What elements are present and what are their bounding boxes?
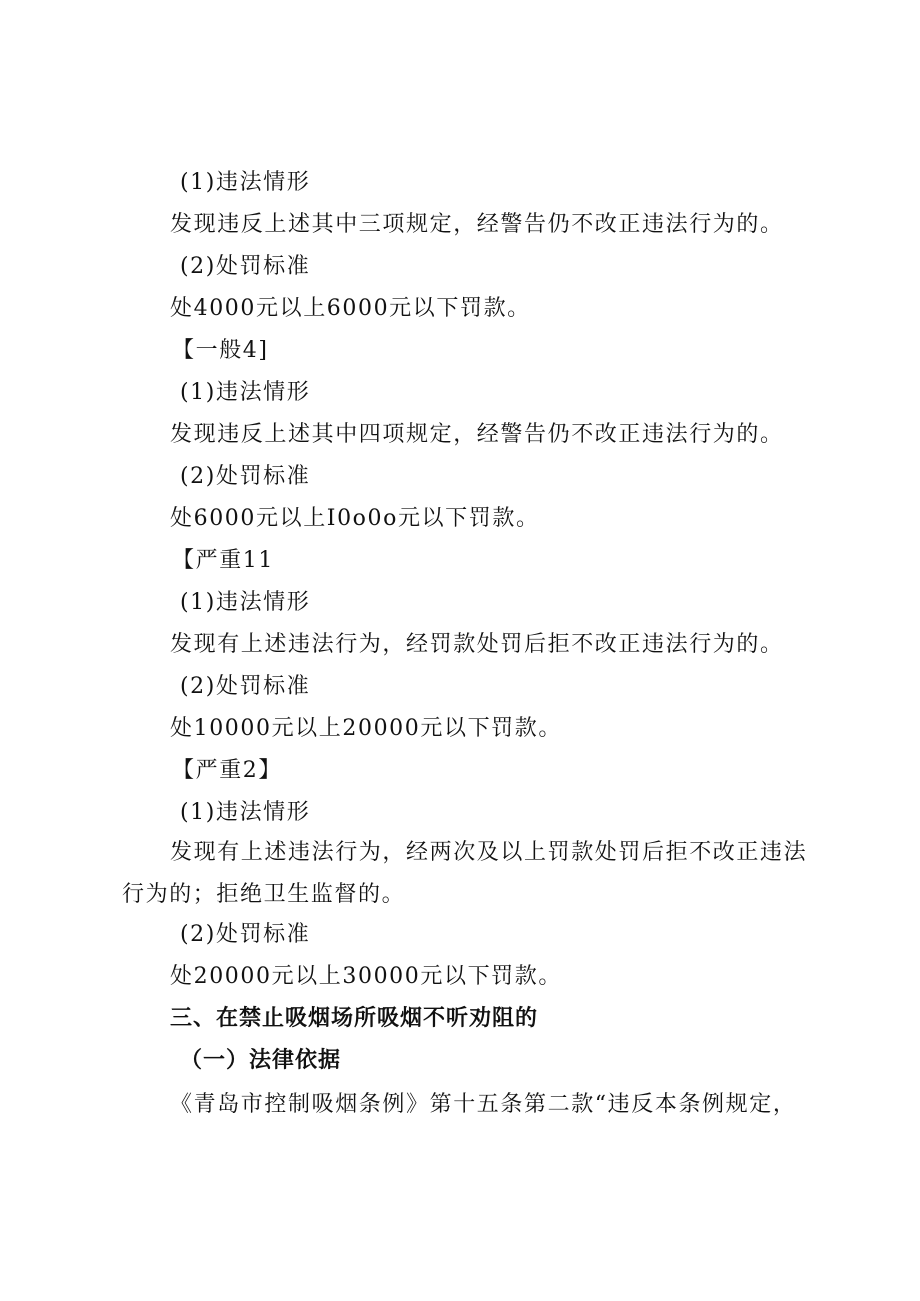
- penalty-standard-label: (2)处罚标准: [180, 674, 311, 699]
- section-heading: 三、在禁止吸烟场所吸烟不听劝阻的: [170, 1006, 539, 1031]
- violation-description: 发现违反上述其中三项规定，经警告仍不改正违法行为的。: [170, 212, 784, 237]
- penalty-amount: 处20000元以上30000元以下罚款。: [170, 964, 562, 989]
- section-marker-serious-1: 【严重11: [172, 548, 274, 573]
- penalty-standard-label: (2)处罚标准: [180, 464, 311, 489]
- legal-basis-text: 《青岛市控制吸烟条例》第十五条第二款“违反本条例规定，: [170, 1092, 797, 1117]
- penalty-amount: 处10000元以上20000元以下罚款。: [170, 716, 562, 741]
- violation-situation-label: (1)违法情形: [180, 800, 311, 825]
- penalty-standard-label: (2)处罚标准: [180, 922, 311, 947]
- violation-description: 发现违反上述其中四项规定，经警告仍不改正违法行为的。: [170, 422, 784, 447]
- violation-description: 发现有上述违法行为，经罚款处罚后拒不改正违法行为的。: [170, 632, 784, 657]
- violation-situation-label: (1)违法情形: [180, 590, 311, 615]
- violation-description: 发现有上述违法行为，经两次及以上罚款处罚后拒不改正违法: [170, 840, 808, 865]
- section-marker-general-4: 【一般4]: [172, 338, 269, 363]
- penalty-standard-label: (2)处罚标准: [180, 254, 311, 279]
- subsection-heading: （一）法律依据: [180, 1048, 342, 1073]
- penalty-amount: 处4000元以上6000元以下罚款。: [170, 296, 531, 321]
- section-marker-serious-2: 【严重2】: [172, 758, 282, 783]
- violation-situation-label: (1)违法情形: [180, 380, 311, 405]
- penalty-amount: 处6000元以上I0o0o元以下罚款。: [170, 506, 540, 531]
- violation-situation-label: (1)违法情形: [180, 170, 311, 195]
- violation-description-continued: 行为的；拒绝卫生监督的。: [122, 882, 406, 907]
